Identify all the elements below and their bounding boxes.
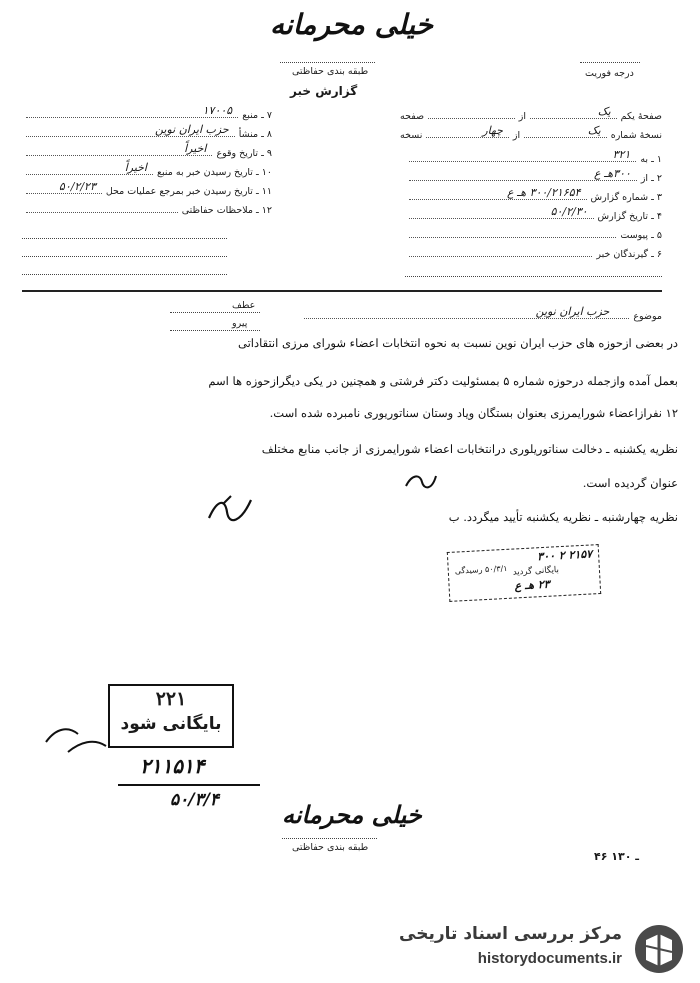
- left-list-item: [22, 159, 272, 178]
- received-stamp-line3: بایگانی گردید: [512, 565, 560, 578]
- page-field-end: صفحه: [400, 111, 425, 122]
- left-list-item: [22, 178, 272, 197]
- signature-mark-1: [402, 470, 438, 494]
- body-line: در بعضی ازحوزه های حزب ایران نوین نسبت به نحوه انتخابات اعضاء شورای مرزی انتقاداتی: [238, 336, 678, 350]
- received-stamp-line4: ۲۳ هـ ع: [514, 577, 550, 593]
- received-stamp: [447, 544, 601, 602]
- subject-label: موضوع: [633, 311, 662, 322]
- body-line: نظریه چهارشنبه ـ نظریه یکشنبه تأیید میگردد. ب: [448, 510, 678, 524]
- peyro-label: پیرو: [232, 318, 248, 329]
- right-list-value: ۳۰۰/۲۱۶۵۴ هـ ع: [506, 186, 581, 199]
- body-line: عنوان گردیده است.: [582, 476, 678, 490]
- left-list-label: ۱۰ ـ تاریخ رسیدن خبر به منبع: [157, 167, 272, 178]
- copy-field-end: نسخه: [400, 130, 423, 141]
- classification-underline-top: [280, 62, 375, 63]
- classification-bottom: خیلی محرمانه: [282, 800, 422, 829]
- page-field-label: صفحهٔ یکم: [620, 111, 662, 122]
- left-list-label: ۱۱ ـ تاریخ رسیدن خبر بمرجع عملیات محل: [105, 186, 272, 197]
- left-extra-line-2: [22, 256, 227, 257]
- signature-mark-2: [205, 494, 255, 526]
- left-list-item: [22, 121, 272, 140]
- report-title: گزارش خبر: [290, 84, 358, 98]
- classification-top: خیلی محرمانه: [270, 8, 433, 41]
- right-list-item: [405, 203, 662, 222]
- right-extra-line: [405, 276, 662, 277]
- left-list-value: ۱۷۰۰۵: [202, 104, 233, 117]
- left-list-value: حزب ایران نوین: [155, 123, 229, 136]
- body-line: نظریه یکشنبه ـ دخالت سناتوریلوری درانتخابات اعضاء شورایمرزی از جانب منابع مختلف: [261, 442, 678, 456]
- form-code: ۴۶ ـ ۱۳۰: [594, 850, 640, 863]
- classification-label-bottom: طبقه بندی حفاظتی: [292, 842, 369, 853]
- page-field: [400, 106, 662, 122]
- urgency-label: درجه فوریت: [585, 68, 634, 79]
- copy-field-mid: از: [512, 130, 521, 141]
- handwritten-number: ۲۱۱۵۱۴: [140, 754, 205, 778]
- right-list-item: [405, 146, 662, 165]
- archive-stamp-text: بایگانی شود: [120, 714, 222, 734]
- atf-line: [170, 312, 260, 313]
- body-line: بعمل آمده وازجمله درحوزه شماره ۵ بمسئولیت دکتر فرشتی و همچنین در یکی دیگرازحوزه ها اسم: [208, 374, 678, 388]
- right-list-value: ۳۰۰هـ ع: [594, 167, 631, 180]
- copy-field-label: نسخهٔ شماره: [610, 130, 662, 141]
- subject-value: حزب ایران نوین: [535, 305, 610, 318]
- right-list-item: [405, 184, 662, 203]
- right-list-label: ۵ ـ پیوست: [620, 230, 662, 241]
- copy-field: [400, 125, 662, 141]
- left-list-label: ۹ ـ تاریخ وقوع: [216, 148, 272, 159]
- left-list: [22, 102, 272, 216]
- handwritten-underline: [118, 784, 260, 786]
- right-list-label: ۶ ـ گیرندگان خبر: [596, 249, 662, 260]
- left-list-label: ۱۲ ـ ملاحظات حفاظتی: [181, 205, 272, 216]
- left-list-label: ۷ ـ منبع: [242, 110, 272, 121]
- left-extra-line-3: [22, 274, 227, 275]
- left-list-item: [22, 102, 272, 121]
- page-field-value: یک: [597, 105, 611, 118]
- urgency-line: [580, 62, 640, 63]
- archive-stamp-number: ۲۲۱: [155, 688, 187, 710]
- watermark-title: مرکز بررسی اسناد تاریخی: [399, 924, 622, 944]
- right-list-value: ۵۰/۲/۳۰: [550, 205, 588, 218]
- left-list-value: اخیراً: [184, 142, 207, 155]
- right-list: [405, 146, 662, 260]
- classification-label-top: طبقه بندی حفاظتی: [292, 66, 369, 77]
- right-list-item: [405, 222, 662, 241]
- archive-stamp: [108, 684, 234, 748]
- left-list-value: اخیراً: [124, 161, 147, 174]
- left-list-value: ۵۰/۲/۲۳: [58, 180, 96, 193]
- right-list-value: ۳۲۱: [612, 148, 631, 161]
- left-extra-line-1: [22, 238, 227, 239]
- left-list-label: ۸ ـ منشأ: [238, 129, 272, 140]
- right-list-label: ۳ ـ شماره گزارش: [590, 192, 662, 203]
- left-list-item: [22, 140, 272, 159]
- right-list-item: [405, 241, 662, 260]
- atf-label: عطف: [232, 300, 256, 311]
- received-stamp-line2: ۵۰/۳/۱ رسیدگی: [454, 563, 508, 576]
- right-list-item: [405, 165, 662, 184]
- bracket-mark: [38, 712, 110, 766]
- copy-field-value: یک: [587, 124, 601, 137]
- right-list-label: ۴ ـ تاریخ گزارش: [597, 211, 662, 222]
- classification-underline-bottom: [282, 838, 377, 839]
- right-list-label: ۱ ـ به: [640, 154, 662, 165]
- right-list-label: ۲ ـ از: [640, 173, 662, 184]
- watermark-logo-icon: [632, 922, 686, 976]
- header-divider: [22, 290, 662, 292]
- handwritten-date: ۵۰/۳/۴: [170, 790, 219, 810]
- watermark-url: historydocuments.ir: [477, 950, 622, 967]
- subject-row: [300, 306, 662, 322]
- received-stamp-line1: ۳۰۰ ۲ ۲۱۵۷: [536, 547, 593, 564]
- page-field-mid: از: [518, 111, 526, 122]
- peyro-line: [170, 330, 260, 331]
- watermark: [399, 920, 692, 980]
- left-list-item: [22, 197, 272, 216]
- copy-field-total: چهار: [482, 124, 503, 137]
- body-line: ۱۲ نفرازاعضاء شورایمرزی بعنوان بستگان ویاد وستان سناتوریوری نامبرده شده است.: [269, 406, 678, 420]
